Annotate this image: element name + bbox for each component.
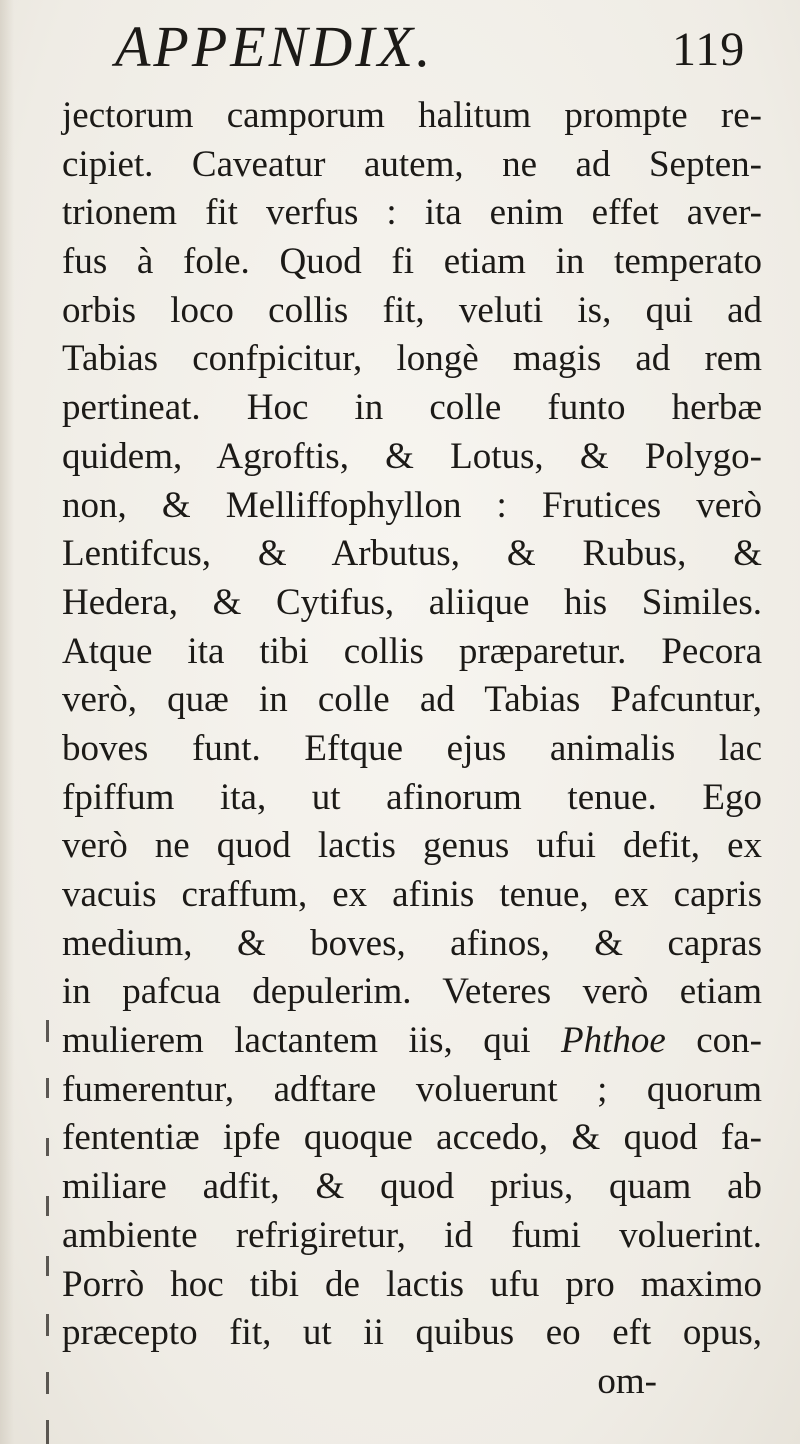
text-line: fus à fole. Quod fi etiam in temperato <box>62 241 762 283</box>
page-edge-shadow <box>0 0 14 1444</box>
text-line: fententiæ ipfe quoque accedo, & quod fa- <box>62 1117 762 1159</box>
line-end: con- <box>696 1020 762 1062</box>
running-head: APPENDIX. <box>115 14 434 79</box>
text-line: non, & Melliffophyllon : Frutices verò <box>62 484 762 526</box>
text-line: orbis loco collis fit, veluti is, qui ad <box>62 289 762 331</box>
text-line: vacuis craffum, ex afinis tenue, ex capris <box>62 874 762 915</box>
text-line: præcepto fit, ut ii quibus eo eft opus, <box>62 1312 762 1354</box>
body-text <box>62 92 762 1407</box>
text-line: cipiet. Caveatur autem, ne ad Septen- <box>62 143 762 185</box>
text-line-mixed <box>62 1017 762 1066</box>
italic-name: Phthoe <box>560 1020 666 1062</box>
text-line: Atque ita tibi collis præparetur. Pecora <box>62 630 762 672</box>
page-number: 119 <box>672 23 746 76</box>
text-line: miliare adfit, & quod prius, quam ab <box>62 1166 762 1208</box>
text-line: medium, & boves, afinos, & capras <box>62 922 762 964</box>
text-line: pertineat. Hoc in colle funto herbæ <box>62 387 762 429</box>
text-line: verò ne quod lactis genus ufui defit, ex <box>62 825 762 867</box>
text-line: verò, quæ in colle ad Tabias Pafcuntur, <box>62 679 762 721</box>
line-start: mulierem lactantem iis, qui <box>62 1020 531 1062</box>
text-line: in pafcua depulerim. Veteres verò etiam <box>62 971 762 1013</box>
text-line: fpiffum ita, ut afinorum tenue. Ego <box>62 776 762 818</box>
text-line: Lentifcus, & Arbutus, & Rubus, & <box>62 533 762 575</box>
text-line: Tabias confpicitur, longè magis ad rem <box>62 338 762 380</box>
text-line: trionem fit verfus : ita enim effet aver- <box>62 192 762 234</box>
catchword: om- <box>597 1360 657 1402</box>
text-line: quidem, Agroftis, & Lotus, & Polygo- <box>62 435 762 477</box>
text-line: jectorum camporum halitum prompte re- <box>62 95 762 136</box>
text-line: ambiente refrigiretur, id fumi voluerint. <box>62 1214 762 1256</box>
page-header <box>0 8 800 88</box>
text-line: boves funt. Eftque ejus animalis lac <box>62 727 762 769</box>
text-line: fumerentur, adftare voluerunt ; quorum <box>62 1068 762 1110</box>
text-line: Porrò hoc tibi de lactis ufu pro maximo <box>62 1263 762 1305</box>
gutter-ink-marks <box>46 1020 50 1444</box>
text-line: Hedera, & Cytifus, aliique his Similes. <box>62 581 762 623</box>
